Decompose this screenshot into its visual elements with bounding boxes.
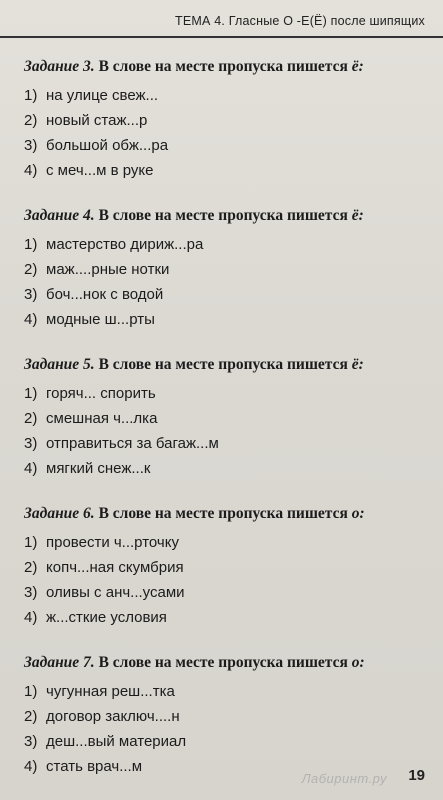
answer-option [24,704,427,729]
answer-options [24,381,427,481]
task-7 [24,654,427,779]
option-text: боч...нок с водой [46,286,164,303]
task-5 [24,356,427,481]
option-number: 2) [24,708,38,725]
option-text: стать врач...м [46,758,143,775]
answer-option [24,282,427,307]
option-number: 4) [24,460,38,477]
option-number: 3) [24,137,38,154]
task-3 [24,58,427,183]
option-text: новый стаж...р [46,112,148,129]
answer-option [24,555,427,580]
task-title [24,505,427,523]
option-number: 4) [24,162,38,179]
page-content [24,58,427,800]
option-text: маж....рные нотки [46,261,170,278]
answer-option [24,232,427,257]
option-text: большой обж...ра [46,137,169,154]
task-title [24,207,427,225]
option-text: оливы с анч...усами [46,584,185,601]
option-number: 3) [24,286,38,303]
answer-option [24,530,427,555]
option-text: смешная ч...лка [46,410,158,427]
option-text: чугунная реш...тка [46,683,175,700]
task-label: Задание 6. [24,505,95,522]
answer-options [24,232,427,332]
task-instruction: В слове на месте пропуска пишется [94,207,352,224]
task-instruction: В слове на месте пропуска пишется [94,356,352,373]
option-text: мягкий снеж...к [46,460,151,477]
option-text: провести ч...рточку [46,534,179,551]
option-text: на улице свеж... [46,87,159,104]
task-instruction: В слове на месте пропуска пишется [94,505,352,522]
task-label: Задание 7. [24,654,95,671]
option-text: деш...вый материал [46,733,187,750]
task-title [24,654,427,672]
option-number: 4) [24,311,38,328]
option-text: договор заключ....н [46,708,180,725]
answer-option [24,679,427,704]
answer-options [24,679,427,779]
option-text: ж...сткие условия [46,609,167,626]
task-letter: о: [351,654,365,671]
option-number: 4) [24,609,38,626]
task-instruction: В слове на месте пропуска пишется [94,654,352,671]
option-number: 1) [24,236,38,253]
option-number: 4) [24,758,38,775]
watermark-logo: Лабиринт.ру [301,771,387,786]
header-divider [0,36,443,38]
answer-option [24,133,427,158]
answer-option [24,580,427,605]
option-number: 3) [24,733,38,750]
answer-option [24,406,427,431]
answer-option [24,729,427,754]
option-number: 2) [24,261,38,278]
option-number: 3) [24,584,38,601]
option-number: 2) [24,410,38,427]
option-number: 1) [24,534,38,551]
option-number: 2) [24,559,38,576]
option-number: 1) [24,87,38,104]
task-letter: ё: [351,58,364,75]
answer-option [24,456,427,481]
page-number: 19 [408,767,425,784]
answer-option [24,307,427,332]
option-text: мастерство дириж...ра [46,236,204,253]
task-label: Задание 4. [24,207,95,224]
answer-option [24,431,427,456]
task-instruction: В слове на месте пропуска пишется [94,58,352,75]
answer-option [24,83,427,108]
option-text: отправиться за багаж...м [46,435,219,452]
option-number: 2) [24,112,38,129]
task-label: Задание 3. [24,58,95,75]
task-label: Задание 5. [24,356,95,373]
option-number: 1) [24,385,38,402]
answer-option [24,257,427,282]
answer-option [24,605,427,630]
task-6 [24,505,427,630]
task-letter: о: [351,505,365,522]
option-number: 3) [24,435,38,452]
option-text: горяч... спорить [46,385,156,402]
option-text: с меч...м в руке [46,162,154,179]
task-letter: ё: [351,356,364,373]
answer-option [24,381,427,406]
task-4 [24,207,427,332]
option-text: копч...ная скумбрия [46,559,184,576]
running-header: ТЕМА 4. Гласные О -Е(Ё) после шипящих [175,14,425,28]
answer-options [24,83,427,183]
task-title [24,58,427,76]
answer-option [24,158,427,183]
task-title [24,356,427,374]
option-number: 1) [24,683,38,700]
answer-option [24,108,427,133]
task-letter: ё: [351,207,364,224]
answer-options [24,530,427,630]
option-text: модные ш...рты [46,311,155,328]
